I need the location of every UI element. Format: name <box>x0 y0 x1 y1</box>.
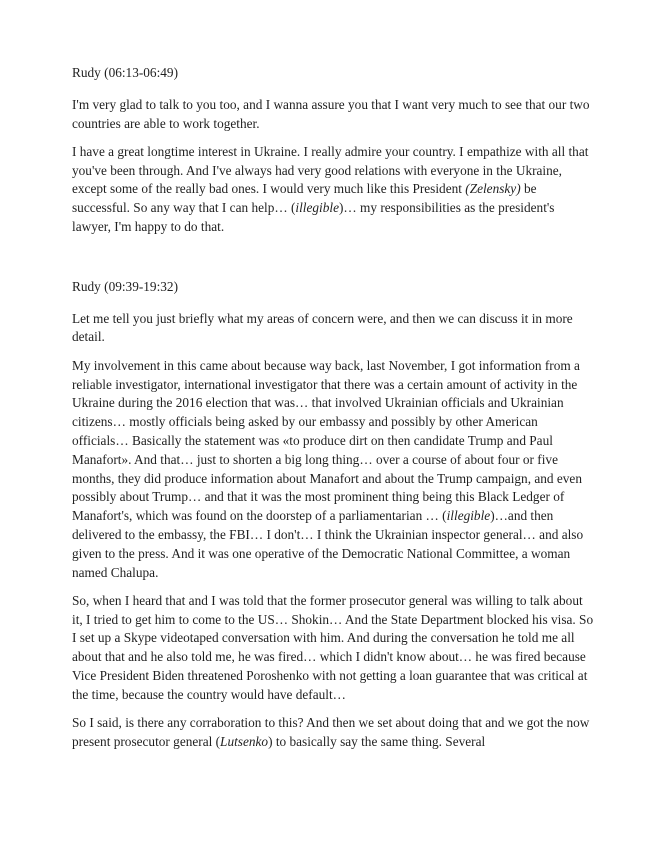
text-run: )…and then delivered to the embassy, the FBI… I don't… I think the Ukrainian inspector general… and also given to the press. And it was one operative of the Democratic National Committee, a woman named Chalupa. <box>72 508 584 580</box>
transcript-paragraph <box>72 310 594 348</box>
speaker-timestamp-header: Rudy (09:39-19:32) <box>72 278 178 294</box>
transcript-paragraph <box>72 714 594 752</box>
transcript-section <box>72 64 594 237</box>
transcript-paragraph <box>72 143 594 237</box>
transcript-paragraph <box>72 592 594 705</box>
text-run: ) to basically say the same thing. Several <box>268 733 486 749</box>
transcript-paragraph <box>72 96 594 134</box>
text-run: Let me tell you just briefly what my areas of concern were, and then we can discuss it in more detail. <box>72 310 573 345</box>
text-run: I'm very glad to talk to you too, and I wanna assure you that I want very much to see that our two countries are able to work together. <box>72 96 590 131</box>
text-run: So I said, is there any corraboration to this? And then we set about doing that and we got the now present prosecutor general ( <box>72 715 590 749</box>
italic-annotation: illegible <box>295 200 339 216</box>
transcript-paragraph <box>72 357 594 583</box>
text-run: I have a great longtime interest in Ukraine. I really admire your country. I empathize with all that you've been through. And I've always had very good relations with everyone in the Ukraine, except some of the really bad ones. I would very much like this President <box>72 143 589 197</box>
italic-annotation: Lutsenko <box>220 733 269 749</box>
text-run: My involvement in this came about because way back, last November, I got information from a reliable investigator, international investigator that there was a certain amount of activity in the Ukraine during the 2016 election that was… that involved Ukrainian officials and Ukrainian citizens… mostly officials being asked by our embassy and possibly by other American officials… Basically the statement was «to produce dirt on then candidate Trump and Paul Manafort». And that… just to shorten a big long thing… over a course of about four or five months, they did produce information about Manafort and about the Trump campaign, and even possibly about Trump… and that it was the most prominent thing being this Black Ledger of Manafort's, which was found on the doorstep of a parliamentarian … ( <box>72 357 582 524</box>
speaker-timestamp-header: Rudy (06:13-06:49) <box>72 65 178 80</box>
italic-annotation: (Zelensky) <box>465 181 521 197</box>
text-run: be successful. So any way that I can help… ( <box>72 181 537 216</box>
text-run: )… my responsibilities as the president's lawyer, I'm happy to do that. <box>72 200 555 235</box>
transcript-section <box>72 278 594 752</box>
italic-annotation: illegible <box>446 508 491 524</box>
text-run: So, when I heard that and I was told that the former prosecutor general was willing to talk about it, I tried to get him to come to the US… Shokin… And the State Department blocked his visa. So I set up a Skype videotaped conversation with him. And during the conversation he told me all about that and he also told me, he was fired… which I didn't know about… he was fired because Vice President Biden threatened Poroshenko with not getting a loan guarantee that was critical at the time, because the country would have default… <box>72 592 594 702</box>
